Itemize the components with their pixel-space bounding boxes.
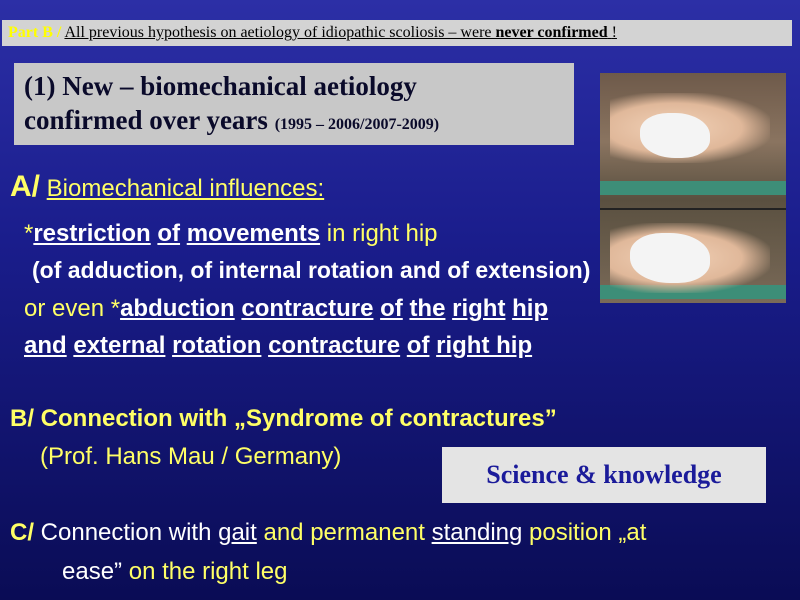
header-end: ! (611, 24, 617, 41)
a5-contracture: contracture (268, 332, 401, 359)
a2-movements: movements (186, 220, 321, 247)
section-b-heading: B/ Connection with „Syndrome of contractures” (10, 405, 557, 432)
a4-contracture: contracture (241, 295, 374, 322)
part-label: Part B / (8, 24, 62, 41)
a5-s4 (400, 332, 407, 359)
c1-standing: standing (431, 519, 523, 546)
photo-brief-top (640, 113, 710, 158)
a2-restriction: restriction (33, 220, 151, 247)
section-a-line-4 (24, 295, 548, 323)
c1-gait: gait (218, 519, 257, 546)
a2-star: * (24, 220, 34, 247)
title-line-2 (24, 103, 564, 142)
section-a-label: A/ (10, 170, 40, 203)
section-c-line-1 (10, 519, 646, 547)
a2-of: of (157, 220, 181, 247)
section-a-line-5 (24, 332, 532, 360)
science-knowledge-box: Science & knowledge (442, 447, 766, 503)
a4-prefix: or even * (24, 295, 121, 322)
a5-of: of (406, 332, 430, 359)
title-years: (1995 – 2006/2007-2009) (274, 116, 440, 133)
photo-bed-top (600, 181, 786, 195)
section-b-subline: (Prof. Hans Mau / Germany) (40, 443, 342, 470)
photo-brief-bottom (630, 233, 710, 283)
title-line-1: (1) New – biomechanical aetiology (24, 71, 417, 101)
a4-hip: hip (512, 295, 549, 322)
c2-a: ease” (62, 558, 123, 585)
header-text-main: All previous hypothesis on aetiology of idiopathic scoliosis – were (64, 24, 492, 41)
section-c-label: C/ (10, 519, 34, 546)
section-a-line-2 (24, 220, 438, 248)
title-line-2-text: confirmed over years (24, 105, 268, 135)
c1-a: Connection with (34, 519, 219, 546)
section-a-title: Biomechanical influences: (46, 175, 325, 202)
c1-c: position „at (522, 519, 647, 546)
header-bold: never confirmed (495, 24, 608, 41)
section-c-line-2 (62, 558, 288, 586)
a4-abduction: abduction (120, 295, 235, 322)
a5-and: and (24, 332, 67, 359)
section-a-heading (10, 170, 324, 204)
c1-b: and permanent (256, 519, 432, 546)
a5-rotation: rotation (172, 332, 262, 359)
section-a-line-3: (of adduction, of internal rotation and of extension) (32, 257, 591, 283)
c2-b: on the right leg (122, 558, 288, 585)
a4-right: right (452, 295, 506, 322)
a4-the: the (409, 295, 446, 322)
a5-external: external (73, 332, 166, 359)
photo-divider (600, 208, 786, 210)
a2-space-2 (180, 220, 187, 247)
header-bar (2, 20, 792, 46)
header-text (64, 24, 617, 41)
patient-photo (600, 73, 786, 303)
a4-of: of (380, 295, 403, 322)
a2-rest: in right hip (320, 220, 438, 247)
a5-right-hip: right hip (436, 332, 533, 359)
title-box (14, 63, 574, 145)
